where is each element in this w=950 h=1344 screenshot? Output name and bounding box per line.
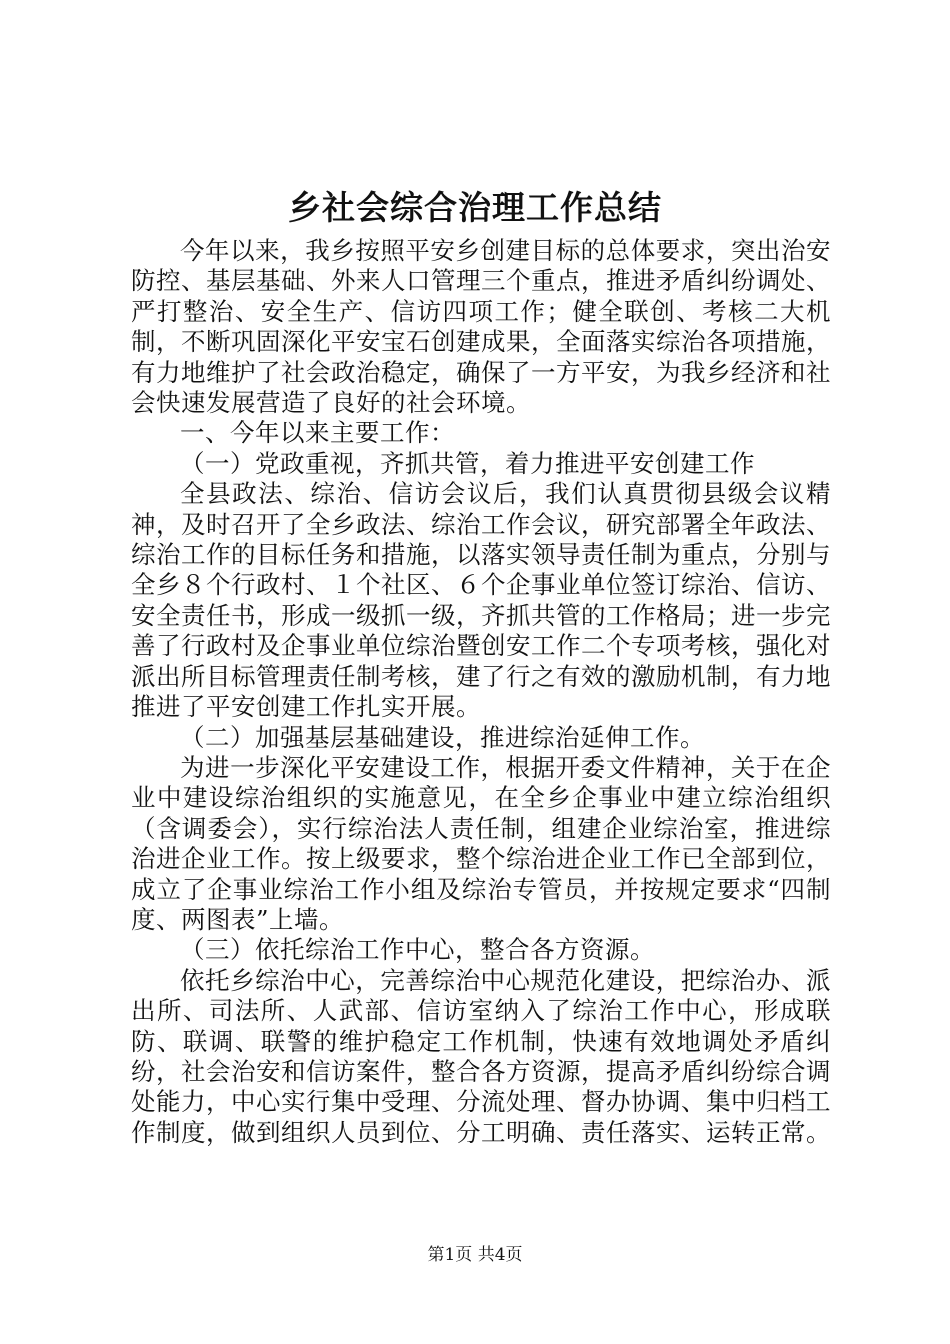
- subheading-2: （二）加强基层基础建设，推进综治延伸工作。: [180, 722, 705, 752]
- subheading-3: （三）依托综治工作中心，整合各方资源。: [180, 935, 655, 965]
- paragraph-intro: 今年以来，我乡按照平安乡创建目标的总体要求，突出治安防控、基层基础、外来人口管理三个重点，推进矛盾纠纷调处、严打整治、安全生产、信访四项工作；健全联创、考核二大机制，不断巩固深化平安宝石创建成果，全面落实综治各项措施，有力地维护了社会政治稳定，确保了一方平安，为我乡经济和社会快速发展营造了良好的社会环境。: [131, 236, 831, 418]
- paragraph-3: 依托乡综治中心，完善综治中心规范化建设，把综治办、派出所、司法所、人武部、信访室纳入了综治工作中心，形成联防、联调、联警的维护稳定工作机制，快速有效地调处矛盾纠纷，社会治安和信访案件，整合各方资源，提高矛盾纠纷综合调处能力，中心实行集中受理、分流处理、督办协调、集中归档工作制度，做到组织人员到位、分工明确、责任落实、运转正常。: [131, 965, 831, 1147]
- document-body: [131, 236, 831, 1148]
- document-title: 乡社会综合治理工作总结: [288, 188, 662, 227]
- page-number-footer: 第1页 共4页: [427, 1245, 523, 1265]
- paragraph-2: 为进一步深化平安建设工作，根据开委文件精神，关于在企业中建设综治组织的实施意见，在全乡企事业中建立综治组织（含调委会），实行综治法人责任制，组建企业综治室，推进综治进企业工作。按上级要求，整个综治进企业工作已全部到位，成立了企事业综治工作小组及综治专管员，并按规定要求“四制度、两图表”上墙。: [131, 752, 831, 934]
- subheading-1: （一）党政重视，齐抓共管，着力推进平安创建工作: [180, 448, 755, 478]
- section-heading-main-work: 一、今年以来主要工作：: [180, 418, 455, 448]
- paragraph-1: 全县政法、综治、信访会议后，我们认真贯彻县级会议精神，及时召开了全乡政法、综治工作会议，研究部署全年政法、综治工作的目标任务和措施，以落实领导责任制为重点，分别与全乡８个行政村、１个社区、６个企事业单位签订综治、信访、安全责任书，形成一级抓一级，齐抓共管的工作格局；进一步完善了行政村及企事业单位综治暨创安工作二个专项考核，强化对派出所目标管理责任制考核，建了行之有效的激励机制，有力地推进了平安创建工作扎实开展。: [131, 479, 831, 722]
